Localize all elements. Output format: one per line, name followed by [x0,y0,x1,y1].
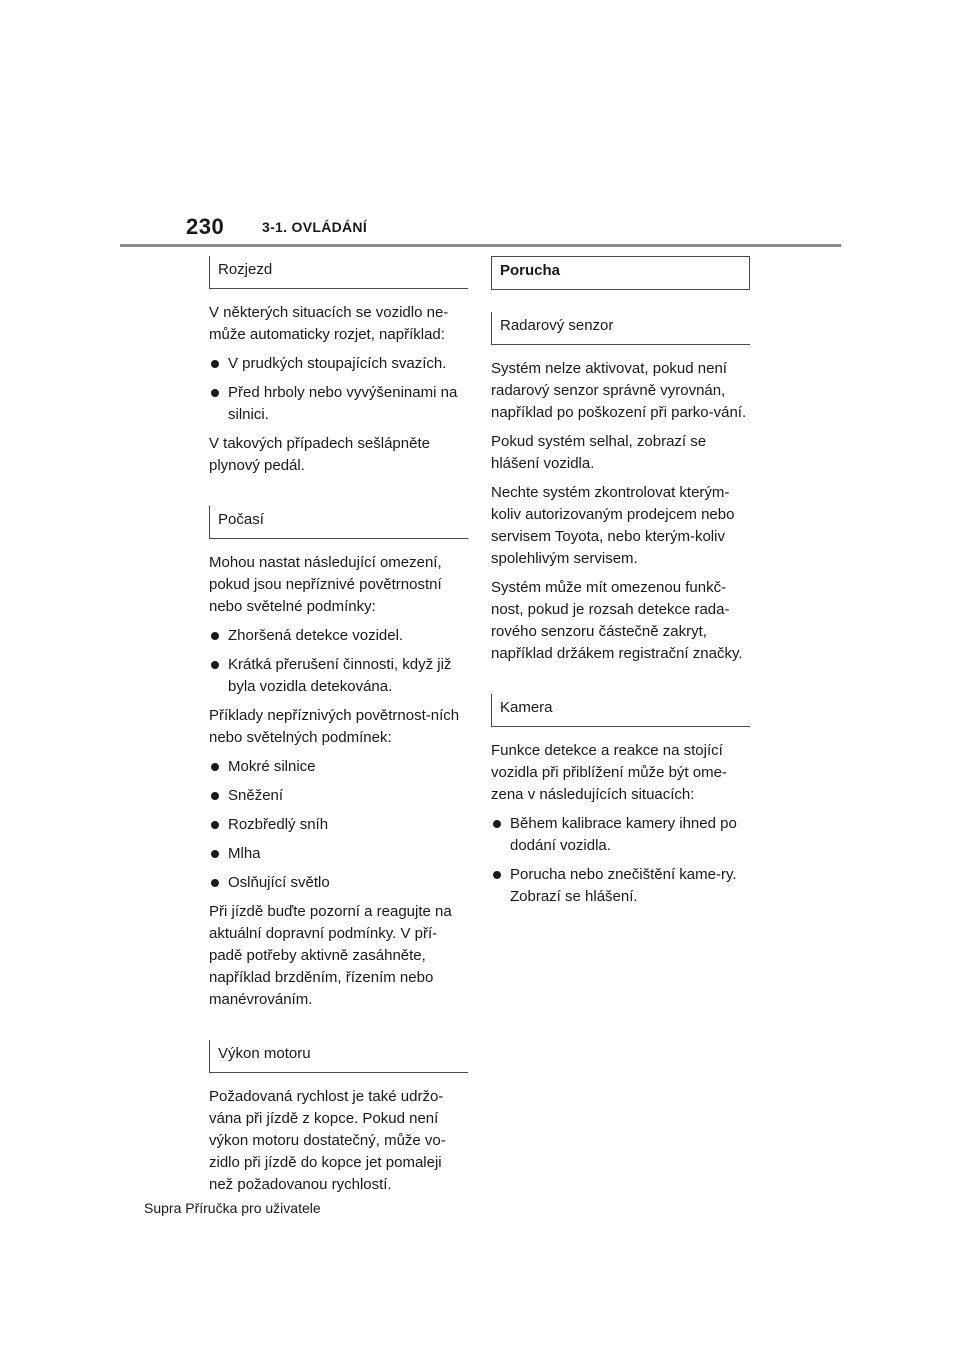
section-kamera [491,694,750,908]
list-item-text: Mlha [228,845,261,862]
list-item [209,872,468,894]
list-item-text: Sněžení [228,787,284,804]
section-pocasi [209,506,468,1011]
section-radarovy-senzor [491,312,750,665]
list-item [491,813,750,857]
bullet-dot-icon [211,821,219,829]
list-item-text: Oslňující světlo [228,874,330,891]
list-item-text: Zhoršená detekce vozidel. [228,627,404,644]
heading-vykon-motoru: Výkon motoru [209,1040,468,1073]
list-item [209,382,468,426]
bullet-dot-icon [211,360,219,368]
radar-paragraph: Systém nelze aktivovat, pokud není radarový senzor správně vyrovnán, například po poškození při parko-vání. [491,360,747,421]
list-item [209,785,468,807]
header-divider [120,244,841,247]
list-item [491,864,750,908]
page-number: 230 [186,214,225,239]
list-item [209,814,468,836]
bullet-dot-icon [211,792,219,800]
bullet-dot-icon [211,879,219,887]
list-item [209,353,468,375]
section-title: 3-1. OVLÁDÁNÍ [262,219,368,235]
bullet-dot-icon [211,763,219,771]
list-item-text: Před hrboly nebo vyvýšeninami na silnici. [228,384,458,423]
heading-pocasi: Počasí [209,506,468,539]
heading-rozjezd: Rozjezd [209,256,468,289]
list-item [209,756,468,778]
bullet-dot-icon [211,632,219,640]
heading-porucha: Porucha [491,256,750,290]
kamera-intro: Funkce detekce a reakce na stojící vozidla při přiblížení může být ome-zena v následujících situacích: [491,742,727,803]
left-column [209,256,468,1203]
list-item [209,625,468,647]
heading-radarovy-senzor: Radarový senzor [491,312,750,345]
bullet-dot-icon [493,871,501,879]
list-item-text: Mokré silnice [228,758,316,775]
section-vykon-motoru [209,1040,468,1196]
radar-paragraph: Pokud systém selhal, zobrazí se hlášení vozidla. [491,433,707,472]
bullet-dot-icon [211,850,219,858]
radar-paragraph: Systém může mít omezenou funkč-nost, pokud je rozsah detekce rada-rového senzoru částečně zakryt, například držákem registrační značky. [491,579,743,662]
bullet-dot-icon [493,820,501,828]
vykon-motoru-text: Požadovaná rychlost je také udržo-vána při jízdě z kopce. Pokud není výkon motoru dostatečný, může vo-zidlo při jízdě do kopce jet pomaleji než požadovanou rychlostí. [209,1088,446,1193]
heading-kamera: Kamera [491,694,750,727]
rozjezd-outro: V takových případech sešlápněte plynový pedál. [209,435,430,474]
list-item-text: V prudkých stoupajících svazích. [228,355,447,372]
list-item-text: Během kalibrace kamery ihned po dodání vozidla. [510,815,737,854]
bullet-dot-icon [211,389,219,397]
list-item [209,843,468,865]
right-column [491,256,750,915]
bullet-dot-icon [211,661,219,669]
pocasi-examples-intro: Příklady nepříznivých povětrnost-ních nebo světelných podmínek: [209,707,460,746]
list-item-text: Porucha nebo znečištění kame-ry. Zobrazí se hlášení. [510,866,737,905]
rozjezd-intro: V některých situacích se vozidlo ne-může automaticky rozjet, například: [209,304,449,343]
pocasi-intro: Mohou nastat následující omezení, pokud jsou nepříznivé povětrnostní nebo světelné podmínky: [209,554,442,615]
footer-manual-title: Supra Příručka pro uživatele [144,1200,321,1216]
list-item [209,654,468,698]
page-header [0,0,960,250]
section-rozjezd [209,256,468,477]
pocasi-outro: Při jízdě buďte pozorní a reagujte na aktuální dopravní podmínky. V pří-padě potřeby aktivně zasáhněte, například brzděním, řízením nebo manévrováním. [209,903,452,1008]
list-item-text: Krátká přerušení činnosti, když již byla vozidla detekována. [228,656,452,695]
list-item-text: Rozbředlý sníh [228,816,329,833]
radar-paragraph: Nechte systém zkontrolovat kterým-koliv autorizovaným prodejcem nebo servisem Toyota, nebo kterým-koliv spolehlivým servisem. [491,484,735,567]
